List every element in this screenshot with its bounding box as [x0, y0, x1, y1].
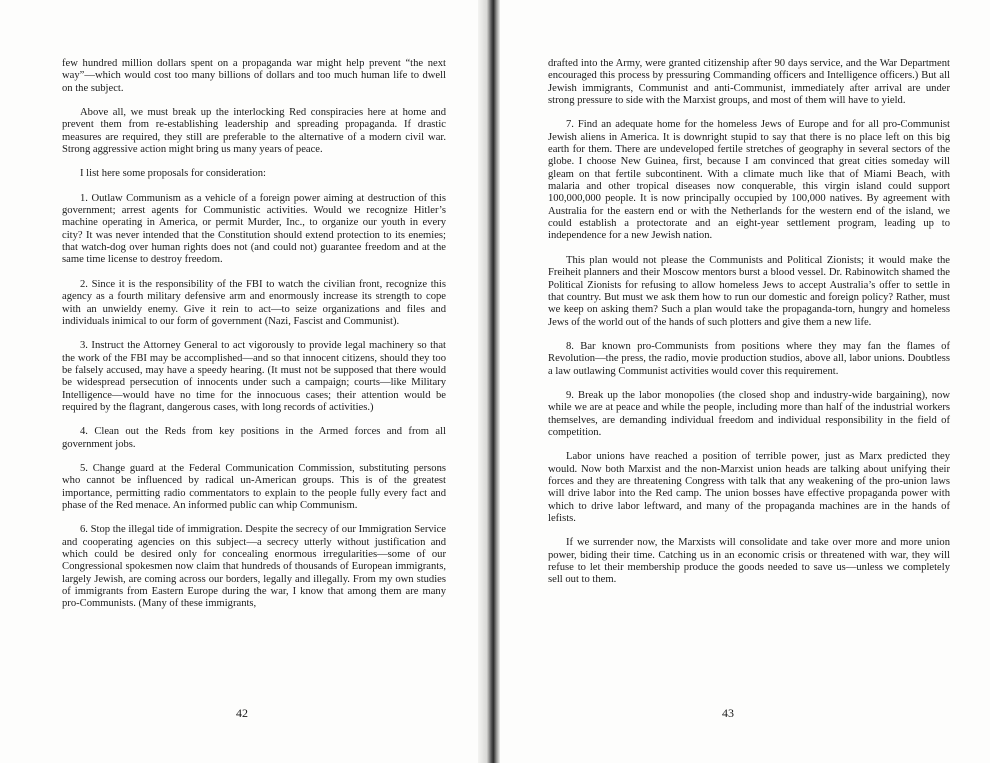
paragraph: 2. Since it is the responsibility of the FBI to watch the civilian front, recognize this agency as a fourth military defensive arm and enormously increase its strength to cope with an unwieldy enemy. Give it rein to act—to seize organizations and files and individuals inimical to our form of government (Nazi, Fascist and Communist).	[62, 278, 446, 327]
paragraph: If we surrender now, the Marxists will consolidate and take over more and more union power, biding their time. Catching us in an economic crisis or threatened with war, they will refuse to let their membership produce the goods needed to save us—unless we completely sell out to them.	[548, 537, 950, 586]
left-page	[0, 0, 478, 763]
paragraph: 6. Stop the illegal tide of immigration. Despite the secrecy of our Immigration Service and cooperating agencies on this subject—a secrecy utterly without justification and which could be desired only for concealing enormous irregularities—some of our Congressional spokesmen now claim that hundreds of thousands of European immigrants, largely Jewish, are coming across our borders, legally and illegally. From my own studies of immigrants from Eastern Europe during the war, I know that among them are many pro-Communists. (Many of these immigrants,	[62, 524, 446, 610]
paragraph: 8. Bar known pro-Communists from positions where they may fan the flames of Revolution—the press, the radio, movie production studios, above all, labor unions. Doubtless a law outlawing Communist activities would cover this requirement.	[548, 340, 950, 377]
page-number: 43	[722, 706, 734, 720]
left-page-text	[62, 58, 446, 611]
paragraph: drafted into the Army, were granted citizenship after 90 days service, and the War Department encouraged this process by pressuring Commanding officers and Intelligence officers.) But all Jewish immigrants, Communist and anti-Communist, immediately after arrival are under strong pressure to side with the Marxist groups, and most of them will have to yield.	[548, 58, 950, 107]
paragraph: Above all, we must break up the interlocking Red conspiracies here at home and prevent them from re-establishing leadership and spreading propaganda. If drastic measures are required, they still are preferable to the alternative of a modern civil war. Strong aggressive action might bring us many years of peace.	[62, 107, 446, 156]
right-page	[500, 0, 990, 763]
page-number: 42	[236, 706, 248, 720]
paragraph: 1. Outlaw Communism as a vehicle of a foreign power aiming at destruction of this government; arrest agents for Communistic activities. Would we recognize Hitler’s machine operating in America, or permit Murder, Inc., to organize our youth in every city? It was never intended that the Constitution should extend protection to its enemies; that watch-dog over human rights does not (and could not) guarantee freedom and at the same time license to destroy freedom.	[62, 192, 446, 266]
paragraph: few hundred million dollars spent on a propaganda war might help prevent “the next way”—which would cost too many billions of dollars and too much human life to dwell on the subject.	[62, 58, 446, 94]
right-page-text	[548, 58, 950, 587]
paragraph: 4. Clean out the Reds from key positions in the Armed forces and from all government jobs.	[62, 426, 446, 450]
paragraph: 7. Find an adequate home for the homeless Jews of Europe and for all pro-Communist Jewish aliens in America. It is downright stupid to say that there is no place left on this big earth for them. There are undeveloped fertile stretches of geography in several sectors of the globe. I choose New Guinea, first, because I am convinced that great cities someday will gleam on that fertile subcontinent. With a climate much like that of Miami Beach, with malaria and other tropical diseases now conquerable, this virgin island could support 100,000,000 people. It is now principally occupied by 100,000 natives. By agreement with Australia for the eastern end or with the Netherlands for the western end of the island, we could establish a protectorate and an eight-year settlement program, leading up to independence for a new Jewish nation.	[548, 119, 950, 242]
paragraph: 3. Instruct the Attorney General to act vigorously to provide legal machinery so that the work of the FBI may be accomplished—and so that innocent citizens, should they too be falsely accused, may have a speedy hearing. (It must not be supposed that there would be widespread persecution of innocents under such a campaign; courts—like Military Intelligence—would have no time for the innocuous cases; their attention would be required by the flagrant, dangerous cases, with long records of activities.)	[62, 340, 446, 413]
paragraph: 9. Break up the labor monopolies (the closed shop and industry-wide bargaining), now while we are at peace and while the people, including more than half of the industrial workers themselves, are demanding individual freedom and individual responsibility in the field of competition.	[548, 389, 950, 438]
paragraph: 5. Change guard at the Federal Communication Commission, substituting persons who cannot be influenced by radical un-American groups. This is of the greatest importance, permitting radio commentators to explain to the people fully every fact and phase of the Red menace. An informed public can whip Communism.	[62, 462, 446, 511]
paragraph: Labor unions have reached a position of terrible power, just as Marx predicted they would. Now both Marxist and the non-Marxist union heads are talking about unifying their forces and they are threatening Congress with talk that any weakening of the pro-union laws will drive labor into the Red camp. The union bosses have effective propaganda power with which to drive labor leftward, and many of the propaganda machines are in the hands of lefists.	[548, 451, 950, 524]
paragraph: This plan would not please the Communists and Political Zionists; it would make the Freiheit planners and their Moscow mentors burst a blood vessel. Dr. Rabinowitch shamed the Political Zionists for refusing to allow homeless Jews to accept Australia’s offer to settle in that country. But must we ask them how to run our domestic and foreign policy? Rather, must we keep on asking them? Such a plan would take the propaganda-torn, hungry and homeless Jews of the world out of the hands of such plotters and give them a new life.	[548, 254, 950, 328]
book-gutter	[478, 0, 500, 763]
paragraph: I list here some proposals for consideration:	[80, 168, 266, 180]
